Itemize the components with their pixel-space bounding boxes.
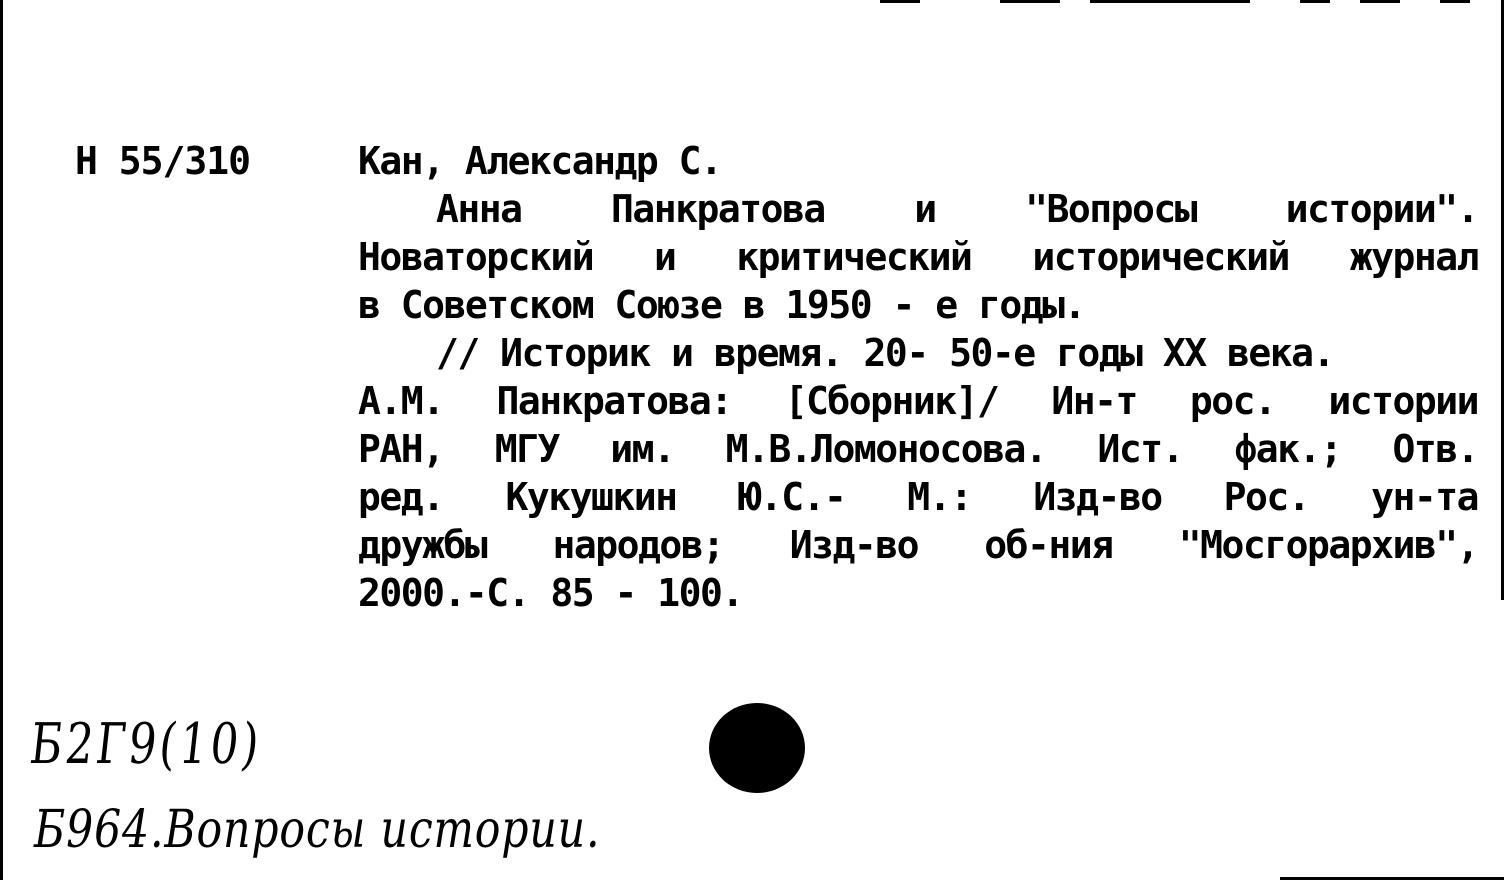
card-left-edge bbox=[0, 0, 3, 880]
author-heading: Кан, Александр С. bbox=[358, 139, 722, 183]
handwritten-note: Б964.Вопросы истории. bbox=[34, 800, 601, 860]
handwritten-classification: Б2Г9(10) bbox=[26, 712, 266, 777]
source-line: РАН, МГУ им. М.В.Ломоносова. Ист. фак.; Отв. bbox=[358, 427, 1478, 471]
source-line: 2000.-С. 85 - 100. bbox=[358, 571, 743, 615]
card-top-edge-mark bbox=[1090, 0, 1250, 3]
title-line: Анна Панкратова и "Вопросы истории". bbox=[436, 187, 1478, 231]
punch-hole bbox=[709, 703, 805, 793]
card-top-edge-mark bbox=[1300, 0, 1330, 3]
card-top-edge-mark bbox=[1440, 0, 1470, 3]
shelfmark: Н 55/310 bbox=[75, 139, 251, 183]
title-line: Новаторский и критический исторический журнал bbox=[358, 235, 1478, 279]
source-line: ред. Кукушкин Ю.С.- М.: Изд-во Рос. ун-та bbox=[358, 475, 1478, 519]
card-top-edge-mark bbox=[1360, 0, 1400, 3]
source-line: // Историк и время. 20- 50-е годы XX века. bbox=[436, 331, 1334, 375]
card-top-edge-mark bbox=[1000, 0, 1060, 3]
title-line: в Советском Союзе в 1950 - е годы. bbox=[358, 283, 1085, 327]
source-line: А.М. Панкратова: [Сборник]/ Ин-т рос. истории bbox=[358, 379, 1478, 423]
bibliographic-entry bbox=[358, 137, 1478, 617]
source-line: дружбы народов; Изд-во об-ния "Мосгорархив", bbox=[358, 523, 1478, 567]
card-top-edge-mark bbox=[880, 0, 920, 3]
